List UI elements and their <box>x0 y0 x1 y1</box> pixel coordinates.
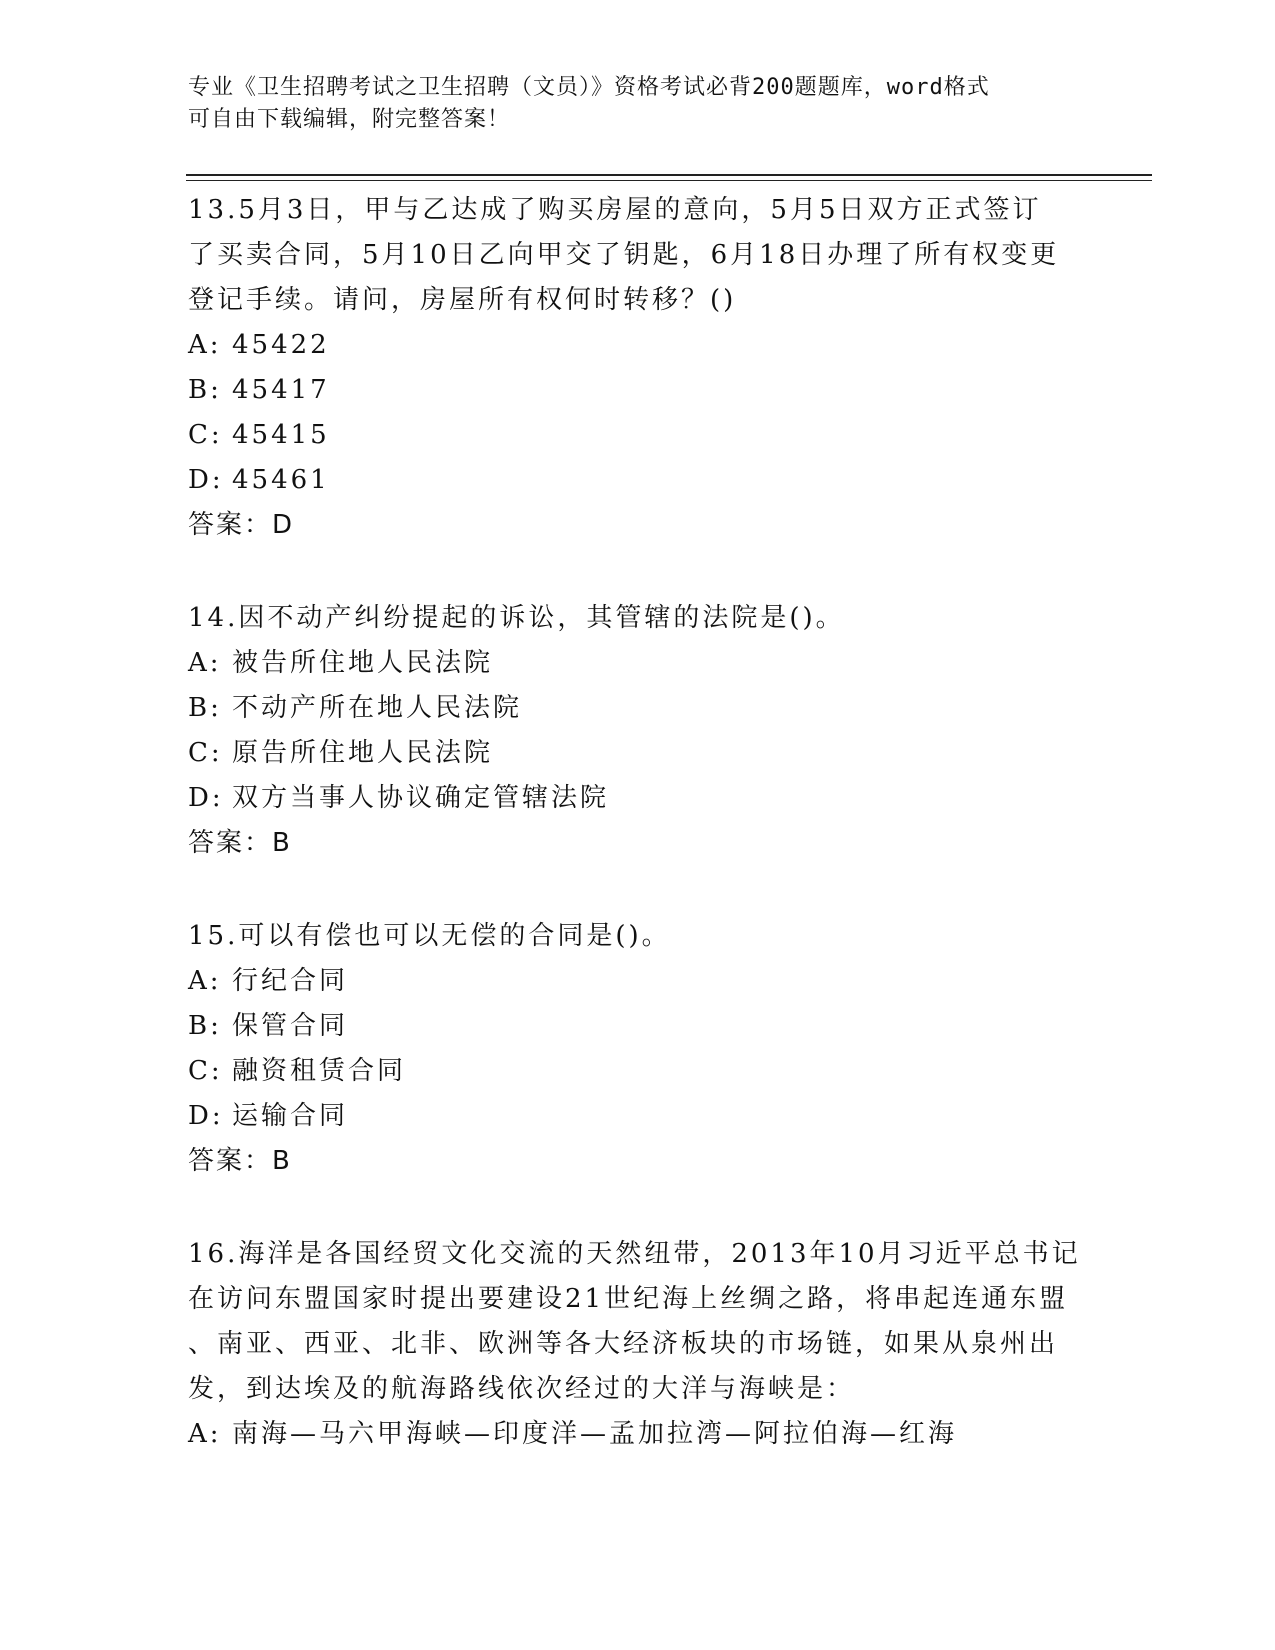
header-line-1: 专业《卫生招聘考试之卫生招聘（文员）》资格考试必背200题题库，word格式 <box>188 75 990 100</box>
option-key: C: <box>188 420 223 450</box>
option-key: C: <box>188 1056 223 1086</box>
option-text: 45461 <box>232 465 330 495</box>
option-text: 45422 <box>232 330 330 360</box>
option-text: 不动产所在地人民法院 <box>232 693 523 723</box>
option-key: B: <box>188 1011 222 1041</box>
option-key: D: <box>188 783 224 813</box>
option-key: A: <box>188 330 222 360</box>
option-key: A: <box>188 966 222 996</box>
option-text: 行纪合同 <box>232 966 349 996</box>
option-text: 南海—马六甲海峡—印度洋—孟加拉湾—阿拉伯海—红海 <box>232 1419 958 1449</box>
option-b <box>188 1004 1088 1049</box>
option-c <box>188 1049 1088 1094</box>
question-15 <box>188 914 1088 1184</box>
option-a <box>188 641 1088 686</box>
option-d <box>188 458 1088 503</box>
question-list <box>188 188 1088 1505</box>
option-text: 双方当事人协议确定管辖法院 <box>232 783 610 813</box>
option-key: B: <box>188 375 222 405</box>
option-text: 运输合同 <box>232 1101 349 1131</box>
option-c <box>188 413 1088 458</box>
option-c <box>188 731 1088 776</box>
option-key: A: <box>188 648 222 678</box>
question-stem-line: 15.可以有偿也可以无偿的合同是()。 <box>188 921 671 951</box>
answer-line: 答案：D <box>188 510 295 540</box>
question-stem-line: 发，到达埃及的航海路线依次经过的大洋与海峡是： <box>188 1374 856 1404</box>
question-stem-line: 13.5月3日，甲与乙达成了购买房屋的意向，5月5日双方正式签订 <box>188 195 1042 225</box>
option-a <box>188 959 1088 1004</box>
option-b <box>188 686 1088 731</box>
option-key: B: <box>188 693 222 723</box>
option-text: 被告所住地人民法院 <box>232 648 494 678</box>
option-text: 45415 <box>232 420 330 450</box>
option-text: 保管合同 <box>232 1011 349 1041</box>
option-text: 融资租赁合同 <box>232 1056 407 1086</box>
option-b <box>188 368 1088 413</box>
option-a <box>188 323 1088 368</box>
question-14 <box>188 596 1088 866</box>
question-stem-line: 、南亚、西亚、北非、欧洲等各大经济板块的市场链，如果从泉州出 <box>188 1329 1059 1359</box>
question-stem-line: 在访问东盟国家时提出要建设21世纪海上丝绸之路，将串起连通东盟 <box>188 1284 1069 1314</box>
question-stem-line: 了买卖合同，5月10日乙向甲交了钥匙，6月18日办理了所有权变更 <box>188 240 1060 270</box>
answer-line: 答案：B <box>188 828 292 858</box>
option-text: 45417 <box>232 375 330 405</box>
option-text: 原告所住地人民法院 <box>232 738 494 768</box>
question-stem-line: 14.因不动产纠纷提起的诉讼，其管辖的法院是()。 <box>188 603 845 633</box>
option-key: D: <box>188 1101 224 1131</box>
question-stem-line: 16.海洋是各国经贸文化交流的天然纽带，2013年10月习近平总书记 <box>188 1239 1081 1269</box>
header-rule-thick <box>186 174 1152 176</box>
option-d <box>188 1094 1088 1139</box>
document-header <box>188 72 1088 136</box>
question-16 <box>188 1232 1088 1457</box>
question-13 <box>188 188 1088 548</box>
option-key: C: <box>188 738 223 768</box>
option-key: A: <box>188 1419 222 1449</box>
header-line-2: 可自由下载编辑，附完整答案！ <box>188 107 511 132</box>
question-stem-line: 登记手续。请问，房屋所有权何时转移？() <box>188 285 737 315</box>
option-key: D: <box>188 465 224 495</box>
option-d <box>188 776 1088 821</box>
option-a <box>188 1412 1088 1457</box>
header-rule-thin <box>186 180 1152 181</box>
answer-line: 答案：B <box>188 1146 292 1176</box>
